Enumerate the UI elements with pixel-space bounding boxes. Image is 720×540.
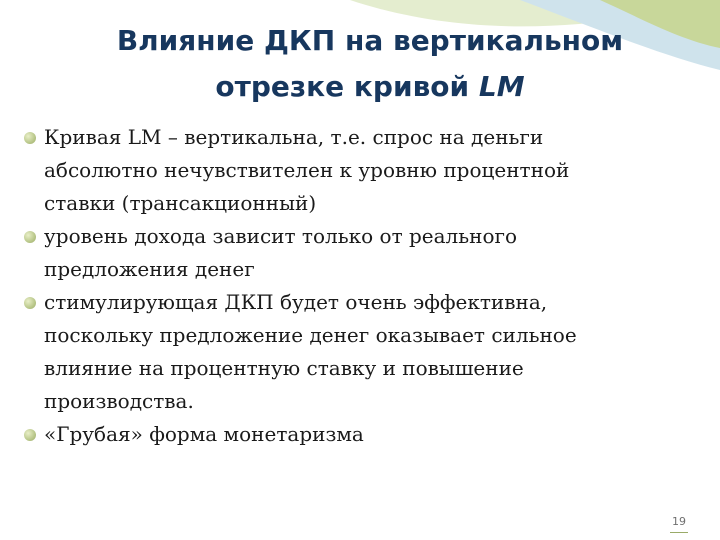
bullet-4-line-1: «Грубая» форма монетаризма [44, 422, 364, 446]
bullet-2-line-2: предложения денег [44, 257, 255, 281]
bullet-1-line-2: абсолютно нечувствителен к уровню процентной [44, 158, 570, 182]
bullet-item-1 [24, 121, 694, 220]
bullet-3-line-3: влияние на процентную ставку и повышение [44, 356, 524, 380]
bullet-3-line-4: производства. [44, 389, 194, 413]
bullet-3-line-1: стимулирующая ДКП будет очень эффективна, [44, 290, 548, 314]
title-line-1: Влияние ДКП на вертикальном [116, 24, 624, 57]
bullet-item-3 [24, 286, 694, 418]
bullet-list [24, 121, 694, 451]
bullet-1-line-1: Кривая LM – вертикальна, т.е. спрос на деньги [44, 125, 544, 149]
bullet-dot-icon [24, 231, 36, 243]
bullet-item-2 [24, 220, 694, 286]
page-number: 19 [672, 515, 686, 528]
slide-title [60, 18, 680, 110]
page-number-rule [670, 532, 688, 533]
bullet-dot-icon [24, 297, 36, 309]
bullet-1-line-3: ставки (трансакционный) [44, 191, 317, 215]
bullet-3-line-2: поскольку предложение денег оказывает сильное [44, 323, 577, 347]
bullet-2-line-1: уровень дохода зависит только от реального [44, 224, 518, 248]
title-line-2 [60, 64, 680, 110]
bullet-dot-icon [24, 429, 36, 441]
bullet-item-4 [24, 418, 694, 451]
title-line-2-text: отрезке кривой [215, 70, 479, 103]
title-lm: LM [478, 70, 525, 103]
bullet-dot-icon [24, 132, 36, 144]
